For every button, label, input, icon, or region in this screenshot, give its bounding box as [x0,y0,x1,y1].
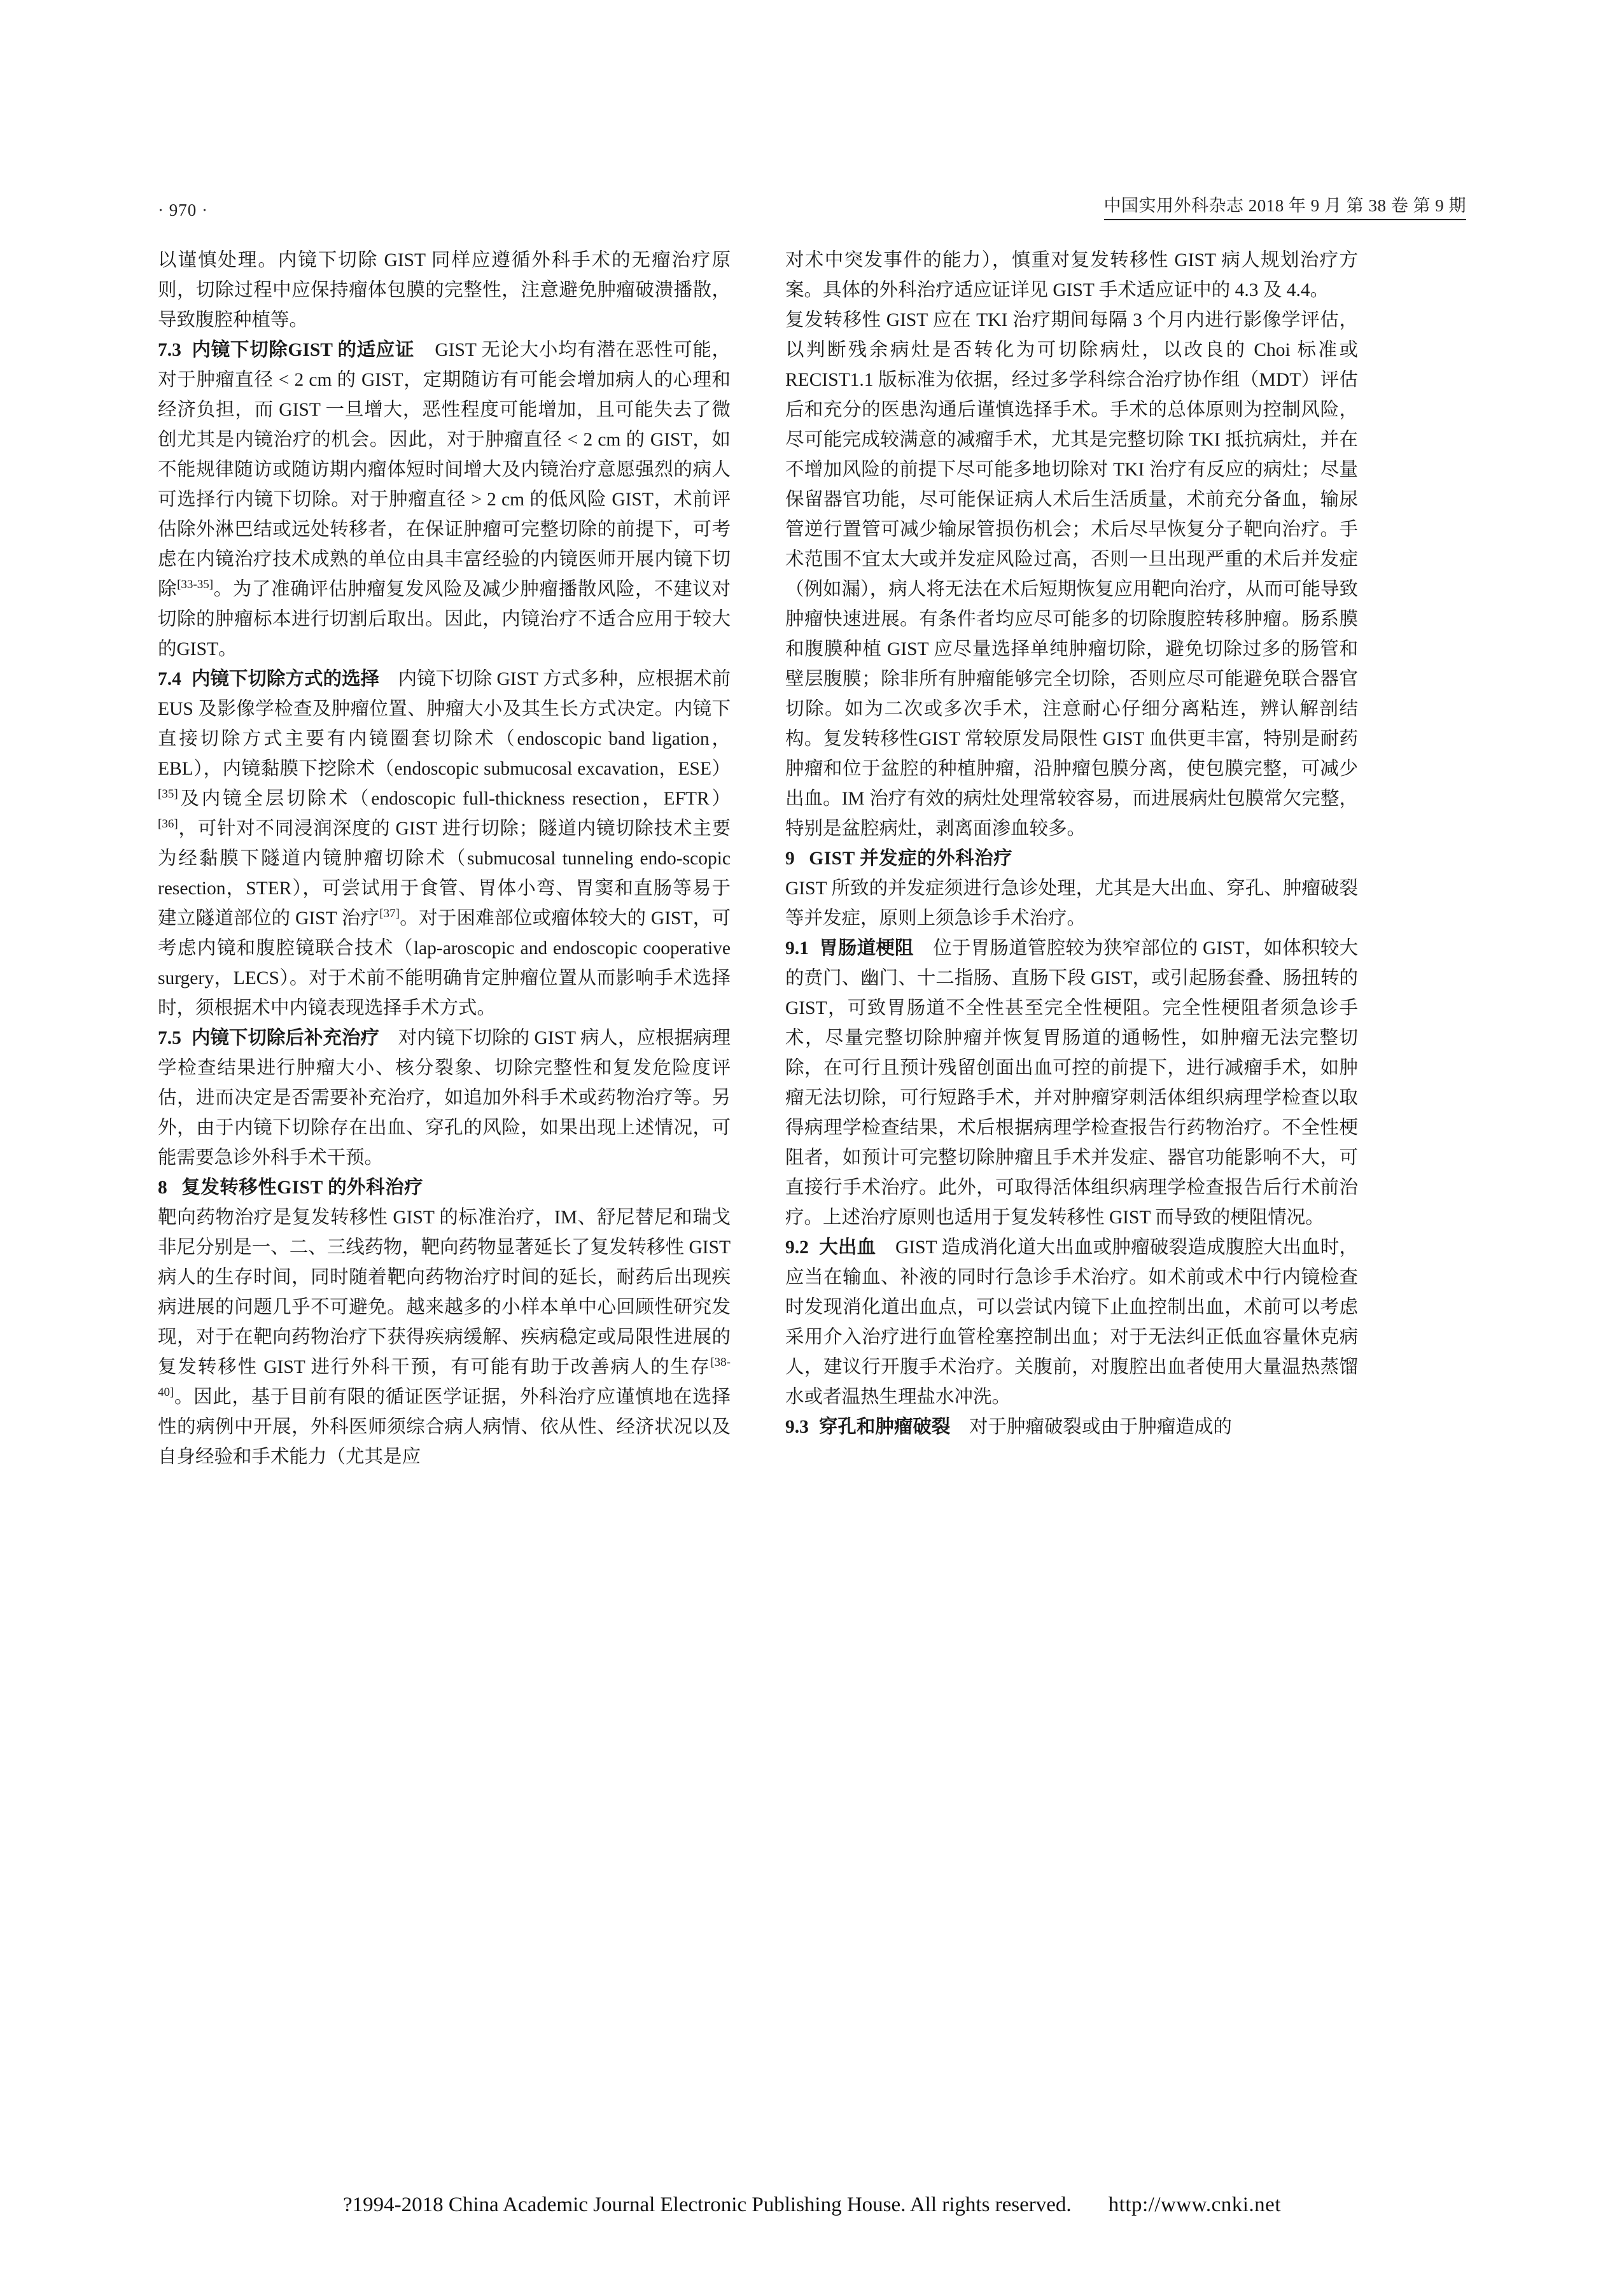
section-9-3-number: 9.3 [785,1417,809,1437]
right-paragraph-2: 复发转移性 GIST 应在 TKI 治疗期间每隔 3 个月内进行影像学评估，以判断残余病灶是否转化为可切除病灶，以改良的 Choi 标准或 RECIST1.1 版标准为依据，经过多学科综合治疗协作组（MDT）评估后和充分的医患沟通后谨慎选择手术。手术的总体原则为控制风险，尽可能完成较满意的减瘤手术，尤其是完整切除 TKI 抵抗病灶，并在不增加风险的前提下尽可能多地切除对 TKI 治疗有反应的病灶；尽量保留器官功能，尽可能保证病人术后生活质量，术前充分备血，输尿管逆行置管可减少输尿管损伤机会；术后尽早恢复分子靶向治疗。手术范围不宜太大或并发症风险过高，否则一旦出现严重的术后并发症（例如漏），病人将无法在术后短期恢复应用靶向治疗，从而可能导致肿瘤快速进展。有条件者均应尽可能多的切除腹腔转移肿瘤。肠系膜和腹膜种植 GIST 应尽量选择单纯肿瘤切除，避免切除过多的肠管和壁层腹膜；除非所有肿瘤能够完全切除，否则应尽可能避免联合器官切除。如为二次或多次手术，注意耐心仔细分离粘连，辨认解剖结构。复发转移性GIST 常较原发局限性 GIST 血供更丰富，特别是耐药肿瘤和位于盆腔的种植肿瘤，沿肿瘤包膜分离，使包膜完整，可减少出血。IM 治疗有效的病灶处理常较容易，而进展病灶包膜常欠完整，特别是盆腔病灶，剥离面渗血较多。 [785,310,1358,839]
section-8-text: 靶向药物治疗是复发转移性 GIST 的标准治疗，IM、舒尼替尼和瑞戈非尼分别是一、二、三线药物，靶向药物显著延长了复发转移性 GIST 病人的生存时间，同时随着靶向药物治疗时间的延长，耐药后出现疾病进展的问题几乎不可避免。越来越多的小样本单中心回顾性研究发现，对于在靶向药物治疗下获得疾病缓解、疾病稳定或局限性进展的复发转移性 GIST 进行外科干预，有可能有助于改善病人的生存 [158,1207,731,1377]
section-9-3-text: 对于肿瘤破裂或由于肿瘤造成的 [969,1417,1232,1437]
section-7-3-text: GIST 无论大小均有潜在恶性可能，对于肿瘤直径 < 2 cm 的 GIST，定期随访有可能会增加病人的心理和经济负担，而 GIST 一旦增大，恶性程度可能增加，且可能失去了微创尤其是内镜治疗的机会。因此，对于肿瘤直径 < 2 cm 的 GIST，如不能规律随访或随访期内瘤体短时间增大及内镜治疗意愿强烈的病人可选择行内镜下切除。对于肿瘤直径 > 2 cm 的低风险 GIST，术前评估除外淋巴结或远处转移者，在保证肿瘤可完整切除的前提下，可考虑在内镜治疗技术成熟的单位由具丰富经验的内镜医师开展内镜下切除 [158,340,731,600]
section-9-number: 9 [785,848,795,869]
section-9-1-text: 位于胃肠道管腔较为狭窄部位的 GIST，如体积较大的贲门、幽门、十二指肠、直肠下段 GIST，或引起肠套叠、肠扭转的 GIST，可致胃肠道不全性甚至完全性梗阻。完全性梗阻者须急诊手术，尽量完整切除肿瘤并恢复胃肠道的通畅性，如肿瘤无法完整切除，在可行且预计残留创面出血可控的前提下，进行减瘤手术，如肿瘤无法切除，可行短路手术，并对肿瘤穿刺活体组织病理学检查以取得病理学检查结果，术后根据病理学检查报告行药物治疗。不全性梗阻者，如预计可完整切除肿瘤且手术并发症、器官功能影响不大，可直接行手术治疗。此外，可取得活体组织病理学检查报告后行术前治疗。上述治疗原则也适用于复发转移性 GIST 而导致的梗阻情况。 [785,938,1358,1228]
reference-38-40: [38-40] [158,1356,731,1400]
two-column-body [158,246,1466,1472]
section-7-5-text: 对内镜下切除的 GIST 病人，应根据病理学检查结果进行肿瘤大小、核分裂象、切除完整性和复发危险度评估，进而决定是否需要补充治疗，如追加外科手术或药物治疗等。另外，由于内镜下切除存在出血、穿孔的风险，如果出现上述情况，可能需要急诊外科手术干预。 [158,1028,731,1168]
section-7-4 [158,664,731,1023]
section-7-3-text2: 。为了准确评估肿瘤复发风险及减少肿瘤播散风险，不建议对切除的肿瘤标本进行切割后取出。因此，内镜治疗不适合应用于较大的GIST。 [158,579,731,659]
section-9-2 [785,1233,1358,1412]
section-7-3-title: 内镜下切除GIST 的适应证 [191,340,415,360]
section-8-heading [158,1173,731,1203]
section-9-heading [785,844,1358,874]
section-7-5 [158,1023,731,1173]
section-7-5-number: 7.5 [158,1028,181,1048]
section-9-3-title: 穿孔和肿瘤破裂 [818,1417,951,1437]
section-7-4-text2: 及内镜全层切除术（endoscopic full-thickness resection，EFTR） [178,789,731,809]
section-9-1 [785,934,1358,1233]
section-9-2-text: GIST 造成消化道大出血或肿瘤破裂造成腹腔大出血时，应当在输血、补液的同时行急诊手术治疗。如术前或术中行内镜检查时发现消化道出血点，可以尝试内镜下止血控制出血，术前可以考虑采用介入治疗进行血管栓塞控制出血；对于无法纠正低血容量休克病人，建议行开腹手术治疗。关腹前，对腹腔出血者使用大量温热蒸馏水或者温热生理盐水冲洗。 [785,1237,1358,1407]
reference-33-35: [33-35] [177,578,214,592]
section-7-4-title: 内镜下切除方式的选择 [191,669,379,689]
section-8-title: 复发转移性GIST 的外科治疗 [181,1178,424,1198]
section-9-1-title: 胃肠道梗阻 [818,938,914,959]
cnki-url: http://www.cnki.net [1108,2193,1281,2216]
section-9-2-number: 9.2 [785,1237,809,1258]
section-7-4-text: 内镜下切除 GIST 方式多种，应根据术前 EUS 及影像学检查及肿瘤位置、肿瘤大小及其生长方式决定。内镜下直接切除方式主要有内镜圈套切除术（endoscopic band ligation，EBL），内镜黏膜下挖除术（endoscopic submucosal excavation，ESE） [158,669,731,779]
page-folio: · 970 · [158,200,208,220]
section-9-2-title: 大出血 [818,1237,876,1258]
section-7-3 [158,335,731,664]
right-paragraph-continued: 对术中突发事件的能力），慎重对复发转移性 GIST 病人规划治疗方案。具体的外科治疗适应证详见 GIST 手术适应证中的 4.3 及 4.4。 [785,250,1358,300]
section-9-body: GIST 所致的并发症须进行急诊处理，尤其是大出血、穿孔、肿瘤破裂等并发症，原则上须急诊手术治疗。 [785,878,1358,929]
reference-35: [35] [158,787,178,801]
section-7-3-number: 7.3 [158,340,181,360]
section-9-1-number: 9.1 [785,938,809,959]
copyright-notice: ?1994-2018 China Academic Journal Electronic Publishing House. All rights reserved. [342,2193,1072,2216]
section-7-4-text3: ，可针对不同浸润深度的 GIST 进行切除；隧道内镜切除技术主要为经黏膜下隧道内镜肿瘤切除术（submucosal tunneling endo-scopic resection，STER），可尝试用于食管、胃体小弯、胃窦和直肠等易于建立隧道部位的 GIST 治疗 [158,819,731,929]
section-9-title: GIST 并发症的外科治疗 [809,848,1013,869]
section-7-4-text4: 。对于困难部位或瘤体较大的 GIST，可考虑内镜和腹腔镜联合技术（lap-aroscopic and endoscopic cooperative surgery，LECS）。对于术前不能明确肯定肿瘤位置从而影响手术选择时，须根据术中内镜表现选择手术方式。 [158,908,731,1018]
section-7-5-title: 内镜下切除后补充治疗 [191,1028,379,1048]
section-8-number: 8 [158,1178,168,1198]
reference-36: [36] [158,817,178,831]
left-column [158,246,731,1472]
right-column [785,246,1358,1472]
journal-citation: 中国实用外科杂志 2018 年 9 月 第 38 卷 第 9 期 [1104,192,1467,220]
section-9-3 [785,1412,1358,1442]
section-8-text2: 。因此，基于目前有限的循证医学证据，外科治疗应谨慎地在选择性的病例中开展，外科医师须综合病人病情、依从性、经济状况以及自身经验和手术能力（尤其是应 [158,1387,731,1467]
page-footer [0,2193,1624,2217]
section-7-4-number: 7.4 [158,669,181,689]
reference-37: [37] [379,907,400,921]
paragraph-continued: 以谨慎处理。内镜下切除 GIST 同样应遵循外科手术的无瘤治疗原则，切除过程中应保持瘤体包膜的完整性，注意避免肿瘤破溃播散，导致腹腔种植等。 [158,250,731,330]
section-8-body [158,1203,731,1472]
page-header [158,191,1466,220]
